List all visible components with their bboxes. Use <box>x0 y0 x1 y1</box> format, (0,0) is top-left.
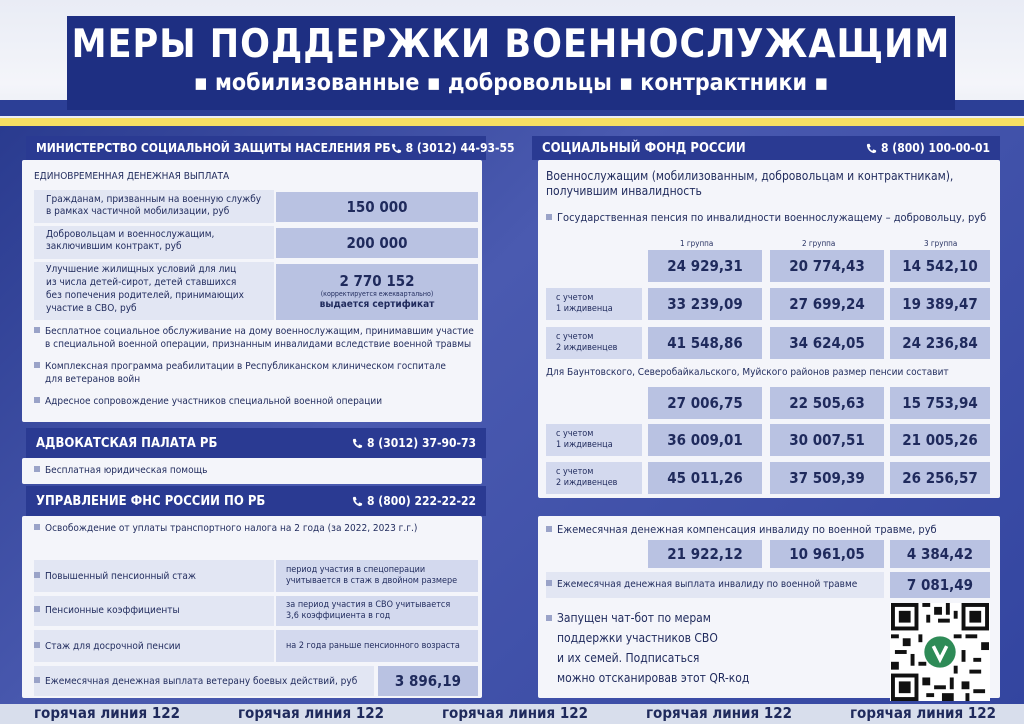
hotline-1: горячая линия 122 <box>34 704 181 722</box>
adv-title: АДВОКАТСКАЯ ПАЛАТА РБ <box>36 435 218 451</box>
msz-section-title: ЕДИНОВРЕМЕННАЯ ДЕНЕЖНАЯ ВЫПЛАТА <box>34 171 230 182</box>
msz-item1: Бесплатное социальное обслуживание на дому военнослужащим, принимавшим участие <box>34 326 474 338</box>
t1-r2-c2: 27 699,24 <box>770 288 884 320</box>
fns-p2-desc: за период участия в СВО учитывается 3,6 коэффициента в год <box>276 596 478 626</box>
t2-r1-c2: 22 505,63 <box>770 387 884 419</box>
bullet-icon <box>546 214 552 220</box>
qr-code[interactable] <box>890 603 990 701</box>
t2-r3-c3: 26 256,57 <box>890 462 990 494</box>
fns-p2: Пенсионные коэффициенты <box>34 605 180 617</box>
adv-phone[interactable]: 8 (3012) 37-90-73 <box>352 436 476 450</box>
t2-with-2-dependents: с учетом 2 иждивенцев <box>546 462 642 494</box>
t3-c2: 10 961,05 <box>770 540 884 568</box>
chat-line3: и их семей. Подписаться <box>557 651 700 665</box>
msz-r3-note: (корректируется ежеквартально) <box>320 290 434 298</box>
msz-item1b: в специальной военной операции, признанным инвалидами вследствие военной травмы <box>45 339 472 350</box>
sfr-h4: Ежемесячная денежная компенсация инвалиду по военной травме, руб <box>546 524 937 536</box>
sfr-header <box>532 136 1000 160</box>
msz-r3b: из числа детей-сирот, детей ставшихся <box>46 277 237 288</box>
msz-r1a: Гражданам, призванным на военную службу <box>46 194 262 205</box>
subtitle-contractors: ▪ контрактники ▪ <box>619 70 829 96</box>
adv-header <box>26 428 486 458</box>
msz-r2-value: 200 000 <box>276 228 478 258</box>
yellow-stripe <box>0 118 1024 126</box>
fns-title: УПРАВЛЕНИЕ ФНС РОССИИ ПО РБ <box>36 493 266 509</box>
t3-c3: 4 384,42 <box>890 540 990 568</box>
t1-r3-c3: 24 236,84 <box>890 327 990 359</box>
subtitle-volunteers: ▪ добровольцы <box>426 70 612 96</box>
msz-r1-value: 150 000 <box>276 192 478 222</box>
t3-c1: 21 922,12 <box>648 540 762 568</box>
sfr-h1b: получившим инвалидность <box>546 184 702 198</box>
qr-code-icon <box>890 603 990 701</box>
with-1-dependent: с учетом 1 иждивенца <box>546 288 642 320</box>
phone-icon <box>352 496 363 507</box>
msz-r2b: заключившим контракт, руб <box>46 241 182 252</box>
hotline-3: горячая линия 122 <box>442 704 589 722</box>
bullet-icon <box>546 580 552 586</box>
t1-r1-c3: 14 542,10 <box>890 250 990 282</box>
msz-r2a: Добровольцам и военнослужащим, <box>46 229 215 240</box>
msz-title: МИНИСТЕРСТВО СОЦИАЛЬНОЙ ЗАЩИТЫ НАСЕЛЕНИЯ РБ <box>36 141 391 155</box>
fns-p4-value: 3 896,19 <box>378 666 478 696</box>
sfr-title: СОЦИАЛЬНЫЙ ФОНД РОССИИ <box>542 140 746 156</box>
fns-p3-desc: на 2 года раньше пенсионного возраста <box>276 630 478 662</box>
phone-icon <box>352 438 363 449</box>
msz-item2: Комплексная программа реабилитации в Республиканском клиническом госпитале <box>34 361 446 373</box>
t1-r1-c1: 24 929,31 <box>648 250 762 282</box>
t2-r2-c3: 21 005,26 <box>890 424 990 456</box>
page-title: МЕРЫ ПОДДЕРЖКИ ВОЕННОСЛУЖАЩИМ <box>71 22 951 67</box>
phone-icon <box>391 143 402 154</box>
msz-r3-value: 2 770 152 <box>339 272 415 290</box>
t1-r1-c2: 20 774,43 <box>770 250 884 282</box>
phone-icon <box>866 143 877 154</box>
msz-r3-certificate: выдается сертификат <box>319 299 435 310</box>
group1-label: 1 группа <box>680 239 714 248</box>
t1-r2-c1: 33 239,09 <box>648 288 762 320</box>
bullet-icon <box>34 397 40 403</box>
group3-label: 3 группа <box>924 239 958 248</box>
hotline-5: горячая линия 122 <box>850 704 997 722</box>
sfr-h2: Государственная пенсия по инвалидности военнослужащему – добровольцу, руб <box>546 212 986 224</box>
bullet-icon <box>546 615 552 621</box>
with-2-dependents: с учетом 2 иждивенцев <box>546 327 642 359</box>
sfr-h1a: Военнослужащим (мобилизованным, добровольцам и контрактникам), <box>546 169 954 183</box>
msz-r3c: без попечения родителей, принимающих <box>46 290 244 301</box>
bullet-icon <box>546 526 552 532</box>
group2-label: 2 группа <box>802 239 836 248</box>
chat-line1: Запущен чат-бот по мерам <box>546 610 711 626</box>
t2-r2-c1: 36 009,01 <box>648 424 762 456</box>
sfr-phone[interactable]: 8 (800) 100-00-01 <box>866 141 990 155</box>
fns-item1: Освобождение от уплаты транспортного налога на 2 года (за 2022, 2023 г.г.) <box>34 523 417 535</box>
bullet-icon <box>34 677 40 683</box>
sfr-h5-value: 7 081,49 <box>890 572 990 598</box>
bullet-icon <box>34 327 40 333</box>
msz-r3a: Улучшение жилищных условий для лиц <box>46 264 237 275</box>
fns-header <box>26 486 486 516</box>
t2-r1-c1: 27 006,75 <box>648 387 762 419</box>
chat-line4: можно отсканировав этот QR-код <box>557 671 750 685</box>
t2-r1-c3: 15 753,94 <box>890 387 990 419</box>
msz-r3-value-box <box>276 264 478 320</box>
msz-r1b: в рамках частичной мобилизации, руб <box>46 206 230 217</box>
bullet-icon <box>34 362 40 368</box>
t2-r3-c2: 37 509,39 <box>770 462 884 494</box>
t2-r2-c2: 30 007,51 <box>770 424 884 456</box>
hotline-4: горячая линия 122 <box>646 704 793 722</box>
bullet-icon <box>34 466 40 472</box>
page-subtitle <box>67 70 955 96</box>
msz-item2b: для ветеранов войн <box>45 374 141 385</box>
sfr-h5: Ежемесячная денежная выплата инвалиду по военной травме <box>546 579 857 591</box>
fns-p4: Ежемесячная денежная выплата ветерану боевых действий, руб <box>34 676 357 688</box>
t2-r3-c1: 45 011,26 <box>648 462 762 494</box>
bullet-icon <box>34 524 40 530</box>
chat-line2: поддержки участников СВО <box>557 631 718 645</box>
title-banner <box>67 16 955 110</box>
msz-header <box>26 136 515 160</box>
bullet-icon <box>34 572 40 578</box>
msz-phone[interactable]: 8 (3012) 44-93-55 <box>391 141 515 155</box>
bullet-icon <box>34 606 40 612</box>
t1-r3-c2: 34 624,05 <box>770 327 884 359</box>
hotline-2: горячая линия 122 <box>238 704 385 722</box>
fns-p1: Повышенный пенсионный стаж <box>34 571 196 583</box>
msz-r3d: участие в СВО, руб <box>46 303 137 314</box>
fns-p3: Стаж для досрочной пенсии <box>34 641 180 653</box>
adv-item1: Бесплатная юридическая помощь <box>34 465 207 477</box>
msz-item3: Адресное сопровождение участников специальной военной операции <box>34 396 382 408</box>
t1-r3-c1: 41 548,86 <box>648 327 762 359</box>
t2-with-1-dependent: с учетом 1 иждивенца <box>546 424 642 456</box>
fns-p1-desc: период участия в спецоперации учитывается в стаж в двойном размере <box>276 560 478 592</box>
fns-phone[interactable]: 8 (800) 222-22-22 <box>352 494 476 508</box>
t1-r2-c3: 19 389,47 <box>890 288 990 320</box>
bullet-icon <box>34 642 40 648</box>
sfr-h3: Для Баунтовского, Северобайкальского, Муйского районов размер пенсии составит <box>546 367 949 378</box>
subtitle-mobilized: ▪ мобилизованные <box>193 70 420 96</box>
